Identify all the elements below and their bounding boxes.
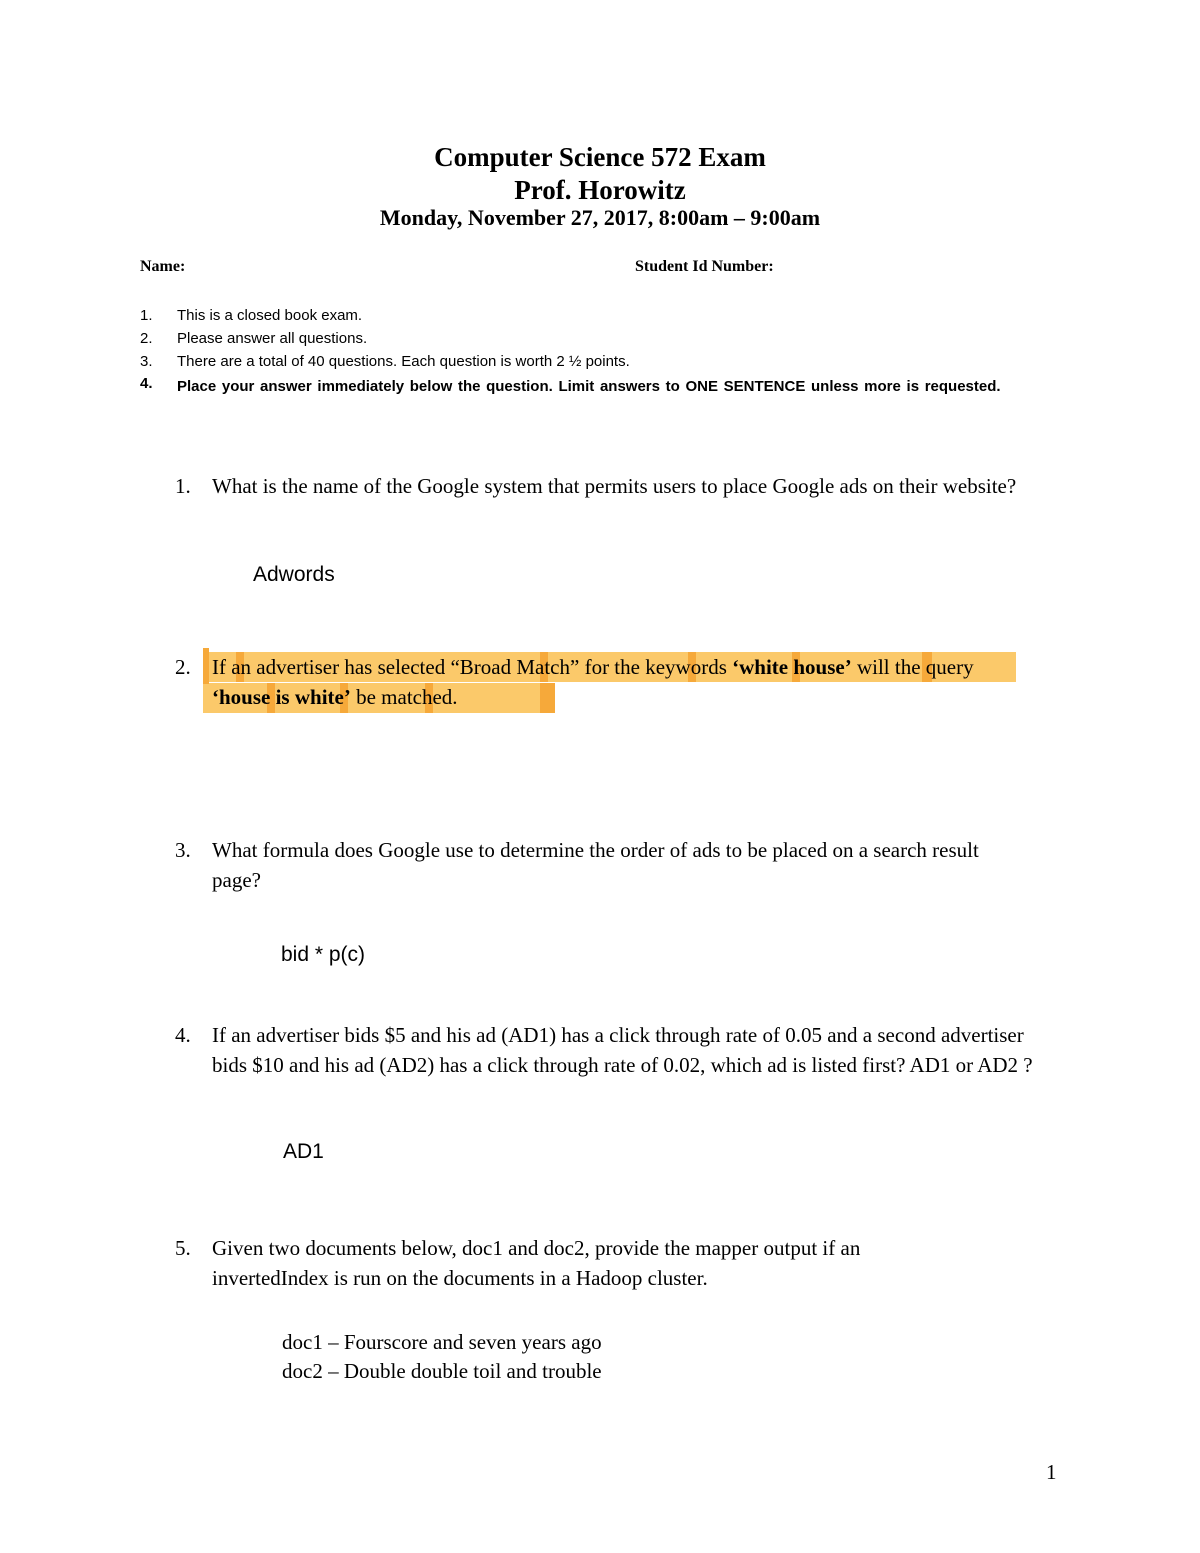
question-text-keyword: ‘white house’	[732, 655, 852, 679]
instruction-number: 1.	[140, 307, 153, 324]
question-text	[212, 652, 1012, 712]
question-text-part: will the query	[851, 655, 974, 679]
answer-3[interactable]: bid * p(c)	[281, 943, 366, 966]
instruction-text: This is a closed book exam.	[177, 307, 363, 324]
name-label: Name:	[140, 258, 186, 275]
question-text-query: ‘house is white’	[212, 685, 351, 709]
instruction-text: Please answer all questions.	[177, 330, 368, 347]
page-number: 1	[1046, 1460, 1057, 1484]
question-number: 2.	[175, 655, 191, 679]
instruction-text: Place your answer immediately below the question. Limit answers to ONE SENTENCE unless more is requested.	[177, 378, 1001, 395]
question-text-part: be matched.	[350, 685, 458, 709]
question-number: 4.	[175, 1023, 191, 1047]
question-text: If an advertiser bids $5 and his ad (AD1) has a click through rate of 0.05 and a second advertiser bids $10 and his ad (AD2) has a click through rate of 0.02, which ad is listed first? AD1 or AD2 ?	[212, 1023, 1033, 1077]
exam-title: Computer Science 572 Exam	[434, 142, 766, 172]
document-2-line: doc2 – Double double toil and trouble	[282, 1359, 602, 1383]
question-text: What is the name of the Google system that permits users to place Google ads on their website?	[212, 474, 1017, 498]
professor-name: Prof. Horowitz	[514, 175, 686, 205]
question-text: Given two documents below, doc1 and doc2, provide the mapper output if an invertedIndex is run on the documents in a Hadoop cluster.	[212, 1236, 861, 1290]
answer-4[interactable]: AD1	[283, 1140, 324, 1163]
instruction-number: 4.	[140, 375, 153, 392]
question-text: What formula does Google use to determine the order of ads to be placed on a search result page?	[212, 838, 979, 892]
instruction-number: 3.	[140, 353, 153, 370]
exam-date: Monday, November 27, 2017, 8:00am – 9:00am	[379, 205, 821, 230]
instruction-text: There are a total of 40 questions. Each question is worth 2 ½ points.	[177, 353, 630, 370]
document-1-line: doc1 – Fourscore and seven years ago	[282, 1330, 602, 1354]
instruction-number: 2.	[140, 330, 153, 347]
question-number: 3.	[175, 838, 191, 862]
question-text-part: If an advertiser has selected “Broad Match” for the keywords	[212, 655, 733, 679]
question-number: 5.	[175, 1236, 191, 1260]
answer-1[interactable]: Adwords	[253, 563, 335, 586]
student-id-label: Student Id Number:	[635, 258, 774, 275]
question-number: 1.	[175, 474, 191, 498]
highlight-marker	[203, 648, 209, 684]
